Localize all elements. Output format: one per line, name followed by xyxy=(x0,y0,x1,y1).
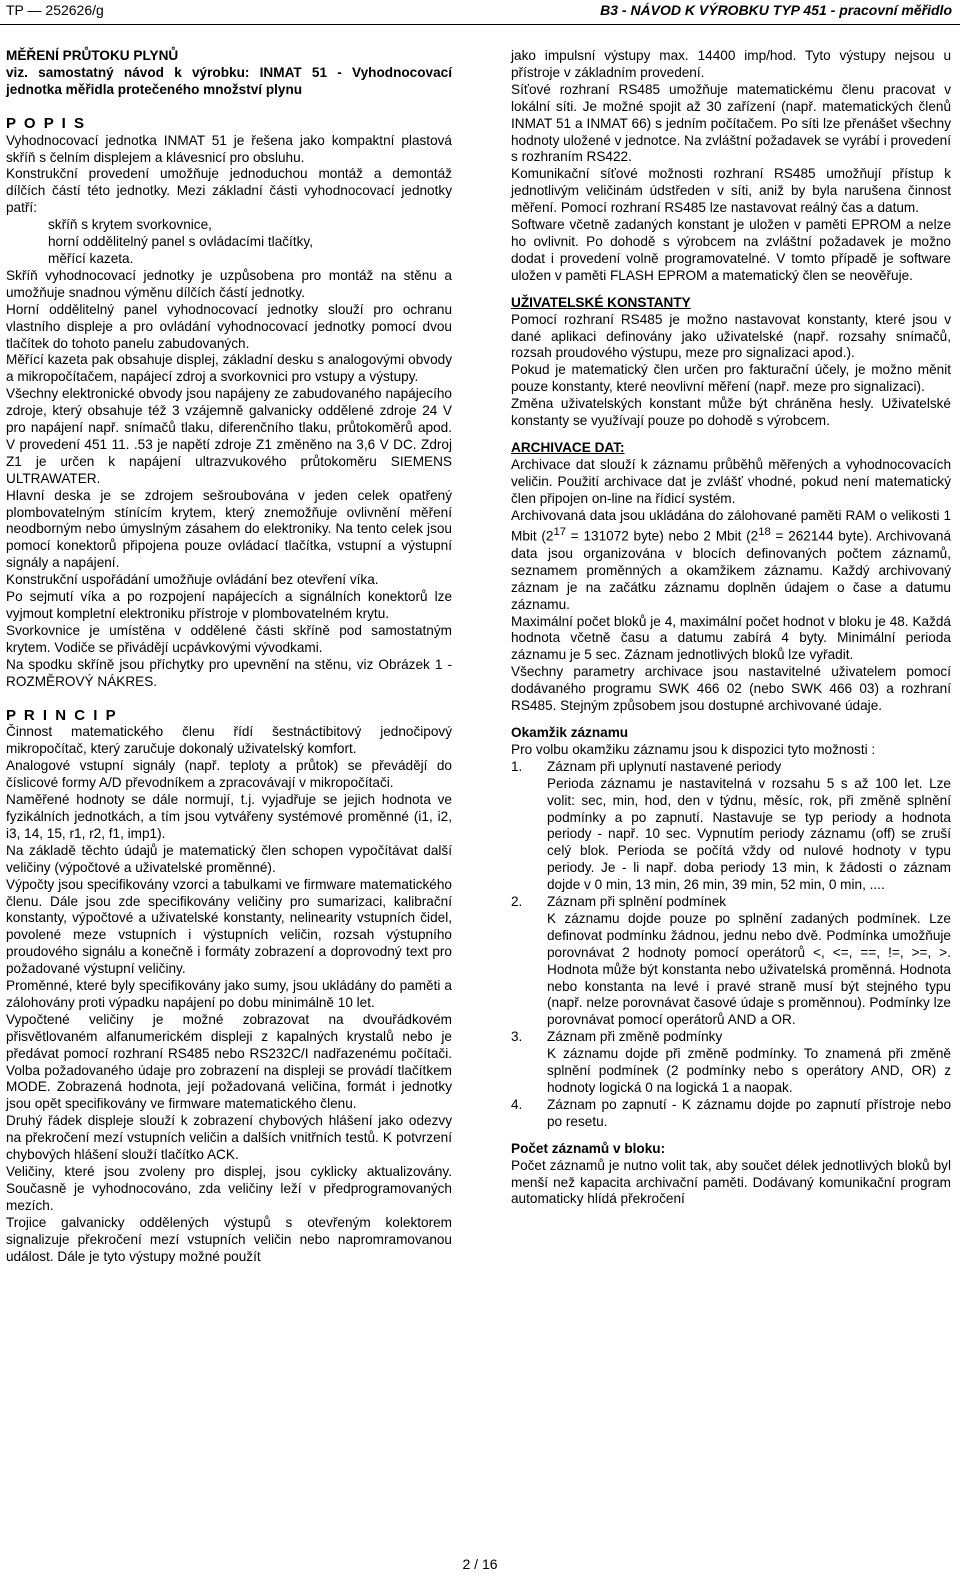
paragraph: Síťové rozhraní RS485 umožňuje matematickému členu pracovat v lokální síti. Je možné spojit až 30 zařízení (např. matematických členů INMAT 51 a INMAT 66) s jedním počítačem. Po síti lze přenášet všechny hodnoty uložené v jednotce. Na zvláštní požadavek se vyrábí i provedení s rozhraním RS422. xyxy=(511,81,951,165)
section-subtitle: viz. samostatný návod k výrobku: INMAT 51 - Vyhodnocovací jednotka měřidla protečeného množství plynu xyxy=(6,64,452,97)
paragraph: Hlavní deska je se zdrojem sešroubována v jeden celek opatřený plombovatelným stínícím krytem, který znemožňuje ovlivnění měření neodborným nebo úmyslným zásahem do elektroniky. Na tento celek jsou pomocí konektorů připojena pouze ovládací tlačítka, vstupní a výstupní signály a napájení. xyxy=(6,487,452,571)
doc-title: B3 - NÁVOD K VÝROBKU TYP 451 - pracovní měřidlo xyxy=(600,2,952,18)
paragraph: Archivovaná data jsou ukládána do zálohované paměti RAM o velikosti 1 Mbit ($2^{17} = 131072$ byte) nebo 2 Mbit ($2^{18} = 262144$ byte). Archivovaná data jsou organizována v blocích definovaných počtem záznamů, seznamem proměnných a okamžikem záznamu. Každý archivovaný záznam je na začátku záznamu doplněn údajem o čase a datumu záznamu. xyxy=(511,507,952,612)
paragraph: Změna uživatelských konstant může být chráněna hesly. Uživatelské konstanty se využívají pouze po dohodě s výrobcem. xyxy=(511,396,951,429)
doc-number: TP — 252626/g xyxy=(6,2,104,18)
paragraph: Na základě těchto údajů je matematický člen schopen vypočítávat další veličiny (výpočtové a uživatelské proměnné). xyxy=(6,842,452,875)
paragraph: Vyhodnocovací jednotka INMAT 51 je řešena jako kompaktní plastová skříň s čelním displejem a klávesnicí pro obsluhu. xyxy=(6,132,452,165)
left-column xyxy=(6,48,452,1265)
archive-heading: ARCHIVACE DAT: xyxy=(511,439,625,455)
parts-item: měřící kazeta. xyxy=(48,250,134,266)
princip-heading: P R I N C I P xyxy=(6,706,118,724)
page-number: 2 / 16 xyxy=(462,1556,498,1572)
paragraph: Analogové vstupní signály (např. teploty a průtok) se převádějí do číslicové formy A/D převodníkem a zpracovávají v mikropočítači. xyxy=(6,758,452,791)
paragraph: Druhý řádek displeje slouží k zobrazení chybových hlášení jako odezvy na překročení mezí vstupních veličin a dalších vnitřních testů. K potvrzení chybových hlášení slouží tlačítko ACK. xyxy=(6,1113,452,1163)
paragraph: Vypočtené veličiny je možné zobrazovat na dvouřádkovém přisvětlovaném alfanumerickém displeji z kapalných krystalů nebo je předávat pomocí rozhraní RS485 nebo RS232C/I nadřazenému počítači. Volba požadovaného údaje pro zobrazení na displeji se provádí tlačítkem MODE. Zobrazená hodnota, její požadovaná veličina, formát i jednotky jsou opět specifikovány ve firmware matematického členu. xyxy=(6,1011,452,1112)
paragraph: Proměnné, které byly specifikovány jako sumy, jsou ukládány do paměti a zálohovány proti výpadku napájení po dobu minimálně 10 let. xyxy=(6,978,452,1010)
user-constants-heading: UŽIVATELSKÉ KONSTANTY xyxy=(511,294,691,310)
paragraph: Trojice galvanicky oddělených výstupů s otevřeným kolektorem signalizuje překročení mezí vstupních veličin nebo napromramovanou událost. Dále je tyto výstupy možné použít xyxy=(6,1214,452,1264)
paragraph: Činnost matematického členu řídí šestnáctibitový jednočipový mikropočítač, který zaručuje dokonalý uživatelský komfort. xyxy=(6,724,452,757)
parts-item: skříň s krytem svorkovnice, xyxy=(48,217,212,233)
record-moment-heading: Okamžik záznamu xyxy=(511,724,629,740)
paragraph: Archivace dat slouží k záznamu průběhů měřených a vyhodnocovacích veličin. Použití archivace dat je zvlášť vhodné, pokud není matematický člen připojen on-line na řídicí systém. xyxy=(511,456,951,506)
paragraph: Počet záznamů je nutno volit tak, aby součet délek jednotlivých bloků byl menší než kapacita archivační paměti. Dodávaný komunikační program automaticky hlídá překročení xyxy=(511,1157,951,1207)
paragraph: Po sejmutí víka a po rozpojení napájecích a signálních konektorů lze vyjmout kompletní elektroniku přístroje v plombovatelném krytu. xyxy=(6,589,452,621)
paragraph: Skříň vyhodnocovací jednotky je uzpůsobena pro montáž na stěnu a umožňuje snadnou výměnu dílčích částí jednotky. xyxy=(6,267,452,300)
paragraph: Výpočty jsou specifikovány vzorci a tabulkami ve firmware matematického členu. Dále jsou zde specifikovány veličiny pro sumarizaci, kalibrační konstanty, výpočtové a uživatelské konstanty, nelinearity vstupních čidel, povolené meze vstupních i výstupních veličin, rozsah výstupního proudového signálu a konečně i formáty zobrazení a doprovodný text pro požadované výstupní veličiny. xyxy=(6,876,452,977)
paragraph: Horní oddělitelný panel vyhodnocovací jednotky slouží pro ochranu vlastního displeje a pro ovládání vyhodnocovací jednotky pomocí dvou tlačítek do tohoto panelu zabudovaných. xyxy=(6,301,452,351)
popis-heading: P O P I S xyxy=(6,114,86,132)
section-title: MĚŘENÍ PRŮTOKU PLYNŮ xyxy=(6,48,179,63)
records-in-block-heading: Počet záznamů v bloku: xyxy=(511,1140,666,1156)
list-item: 1. Záznam při uplynutí nastavené periody Perioda záznamu je nastavitelná v rozsahu 5 s až 100 let. Lze volit: sec, min, hod, den v týdnu, měsíc, rok, při změně splnění podmínky a po zapnutí. Nastavuje se typ periody a hodnota periody - např. 10 sec. Vypnutím periody záznamu (off) se zruší celý blok. Perioda se počítá vždy od nulové hodnoty v typu periody. Je - li např. doba periody 13 min, k žádosti o záznam dojde v 0 min, 13 min, 26 min, 39 min, 52 min, 0 min, .... xyxy=(511,758,951,893)
right-column xyxy=(511,48,951,1208)
paragraph: Veličiny, které jsou zvoleny pro displej, jsou cyklicky aktualizovány. Současně je vyhodnocováno, zda veličiny leží v předprogramovaných mezích. xyxy=(6,1164,452,1213)
paragraph: Svorkovnice je umístěna v oddělené části skříně pod samostatným krytem. Vodiče se přivádějí ucpávkovými vývodkami. xyxy=(6,622,452,655)
list-item: 2. Záznam při splnění podmínek K záznamu dojde pouze po splnění zadaných podmínek. Lze definovat podmínku žádnou, jednu nebo dvě. Podmínka umožňuje porovnávat 2 hodnoty pomocí operátorů <, <=, ==, !=, >=, >. Hodnota může být konstanta nebo uživatelská proměnná. Hodnota nebo konstanta na levé i pravé straně musí být stejného typu (např. nelze porovnávat časové údaje s proměnnou). Podmínky lze porovnávat pomocí operátorů AND a OR. xyxy=(511,894,951,1028)
parts-item: horní oddělitelný panel s ovládacími tlačítky, xyxy=(48,234,313,250)
paragraph: Pro volbu okamžiku záznamu jsou k dispozici tyto možnosti : xyxy=(511,741,876,757)
list-item: 3. Záznam při změně podmínky K záznamu dojde při změně podmínky. To znamená při změně splnění podmínek (2 podmínky nebo s operátory AND, OR) z hodnoty logická 0 na logická 1 a naopak. xyxy=(511,1029,951,1095)
paragraph: Konstrukční uspořádání umožňuje ovládání bez otevření víka. xyxy=(6,572,379,588)
paragraph: Komunikační síťové možnosti rozhraní RS485 umožňují přístup k jednotlivým veličinám údstředen v síti, aniž by byla narušena činnost měření. Pomocí rozhraní RS485 lze nastavovat reálný čas a datum. xyxy=(511,166,951,216)
paragraph: Maximální počet bloků je 4, maximální počet hodnot v bloku je 48. Každá hodnota včetně času a datumu zabírá 4 byty. Minimální perioda záznamu je 5 sec. Záznam jednotlivých bloků lze vyřadit. xyxy=(511,613,951,663)
page-header xyxy=(0,0,960,25)
paragraph: Pomocí rozhraní RS485 je možno nastavovat konstanty, které jsou v dané aplikaci definovány jako uživatelské (např. rozsahy snímačů, rozsah proudového výstupu, meze pro signalizaci apod.). xyxy=(511,311,951,361)
paragraph: Konstrukční provedení umožňuje jednoduchou montáž a demontáž dílčích částí této jednotky. Mezi základní části vyhodnocovací jednotky patří: xyxy=(6,166,452,216)
paragraph: Měřící kazeta pak obsahuje displej, základní desku s analogovými obvody a mikropočítačem, napájecí zdroj a svorkovnici pro vstupy a výstupy. xyxy=(6,352,452,385)
paragraph: Naměřené hodnoty se dále normují, t.j. vyjadřuje se jejich hodnota ve fyzikálních jednotkách, a tím jsou vytvářeny systémové proměnné (i1, i2, i3, 14, 15, r1, r2, f1, imp1). xyxy=(6,792,452,841)
paragraph: Na spodku skříně jsou příchytky pro upevnění na stěnu, viz Obrázek 1 - ROZMĚROVÝ NÁKRES. xyxy=(6,656,452,689)
paragraph: Všechny parametry archivace jsou nastavitelné uživatelem pomocí dodávaného programu SWK 466 02 (nebo SWK 466 03) a rozhraní RS485. Stejným způsobem jsou dostupné archivované údaje. xyxy=(511,664,951,714)
paragraph: Všechny elektronické obvody jsou napájeny ze zabudovaného napájecího zdroje, který obsahuje též 3 vzájemně galvanicky oddělené zdroje 24 V pro napájení např. snímačů tlaku, diferenčního tlaku, průtokoměrů apod. V provedení 451 11. .53 je napětí zdroje Z1 změněno na 3,6 V DC. Zdroj Z1 je určen k napájení ultrazvukového průtokoměru SIEMENS ULTRAWATER. xyxy=(6,386,452,486)
paragraph: Pokud je matematický člen určen pro fakturační účely, je možno měnit pouze konstanty, které neovlivní měření (např. meze pro signalizaci). xyxy=(511,362,951,395)
paragraph: jako impulsní výstupy max. 14400 imp/hod. Tyto výstupy nejsou u přístroje v základním provedení. xyxy=(511,48,951,80)
list-item: 4. Záznam po zapnutí - K záznamu dojde po zapnutí přístroje nebo po resetu. xyxy=(511,1096,951,1129)
paragraph: Software včetně zadaných konstant je uložen v paměti EPROM a nelze ho ovlivnit. Po dohodě s výrobcem na zvláštní požadavek je možno dodat i provedení volně programovatelné. V tomto případě je software uložen v paměti FLASH EPROM a matematický člen se neověřuje. xyxy=(511,217,951,283)
